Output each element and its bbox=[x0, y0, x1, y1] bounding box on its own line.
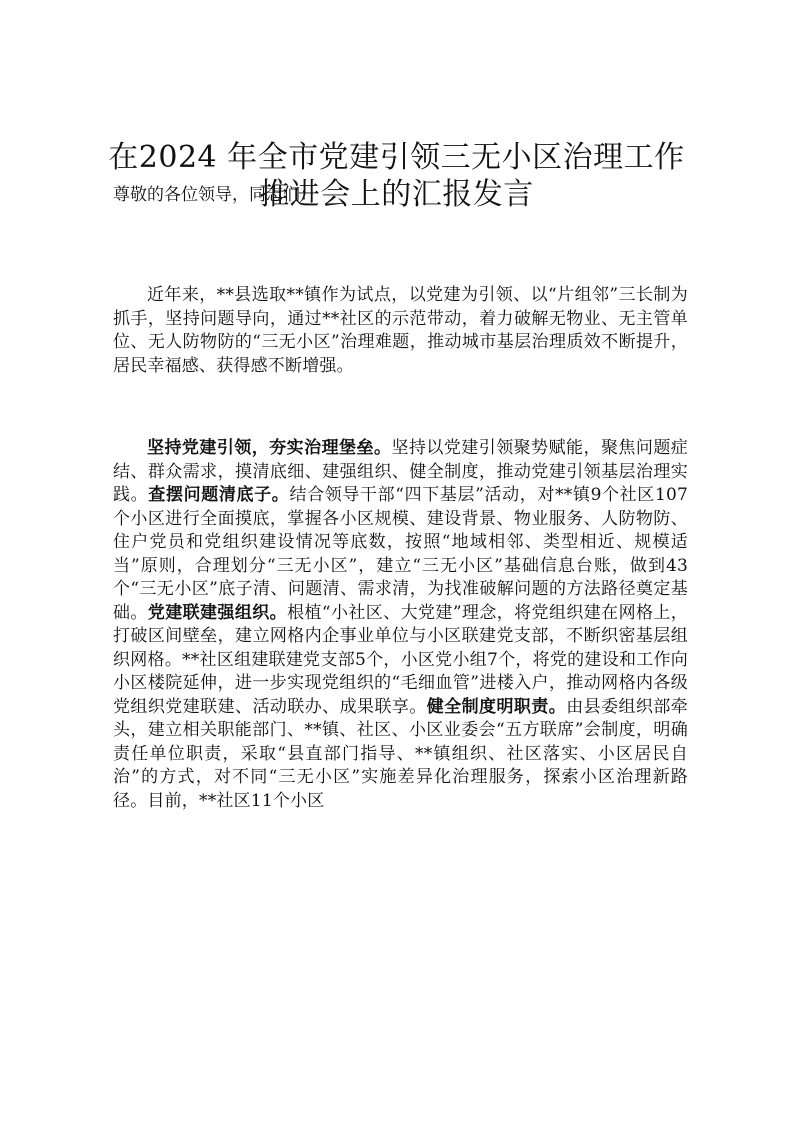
subsection-heading: 党建联建强组织。 bbox=[147, 602, 288, 623]
paragraph-party-leadership bbox=[113, 437, 688, 813]
subsection-heading: 健全制度明职责。 bbox=[426, 696, 567, 717]
paragraph-text: 坚持以党建引领聚势赋能，聚焦问题症结、群众需求，摸清底细、建强组织、健全制度，推动党建引领基层治理实践。 bbox=[113, 438, 688, 505]
paragraph-intro: 近年来，**县选取**镇作为试点，以党建为引领、以“片组邻”三长制为抓手，坚持问题导向，通过**社区的示范带动，着力破解无物业、无主管单位、无人防物防的“三无小区”治理难题，推动城市基层治理质效不断提升，居民幸福感、获得感不断增强。 bbox=[113, 285, 688, 376]
section-heading: 坚持党建引领，夯实治理堡垒。 bbox=[147, 438, 392, 458]
paragraph-text: 结合领导干部“四下基层”活动，对**镇9个社区107个小区进行全面摸底，掌握各小区规模、建设背景、物业服务、人防物防、住户党员和党组织建设情况等底数，按照“地域相邻、类型相近、规模适当”原则，合理划分“三无小区”，建立“三无小区”基础信息台账，做到43个“三无小区”底子清、问题清、需求清，为找准破解问题的方法路径奠定基础。 bbox=[113, 485, 688, 623]
document-title: 在2024 年全市党建引领三无小区治理工作推进会上的汇报发言 bbox=[108, 140, 685, 212]
salutation: 尊敬的各位领导，同志们： bbox=[113, 185, 317, 205]
subsection-heading: 查摆问题清底子。 bbox=[148, 485, 290, 505]
paragraph-text: 由县委组织部牵头，建立相关职能部门、**镇、社区、小区业委会“五方联席”会制度，明确责任单位职责，采取“县直部门指导、**镇组织、社区落实、小区居民自治”的方式，对不同“三无小区”实施差异化治理服务，探索小区治理新路径。目前，**社区11个小区 bbox=[113, 696, 688, 811]
paragraph-text: 根植“小社区、大党建”理念，将党组织建在网格上，打破区间壁垒，建立网格内企事业单位与小区联建党支部，不断织密基层组织网格。**社区组建联建党支部5个，小区党小组7个，将党的建设和工作向小区楼院延伸，进一步实现党组织的“毛细血管”进楼入户，推动网格内各级党组织党建联建、活动联办、成果联享。 bbox=[113, 602, 688, 717]
